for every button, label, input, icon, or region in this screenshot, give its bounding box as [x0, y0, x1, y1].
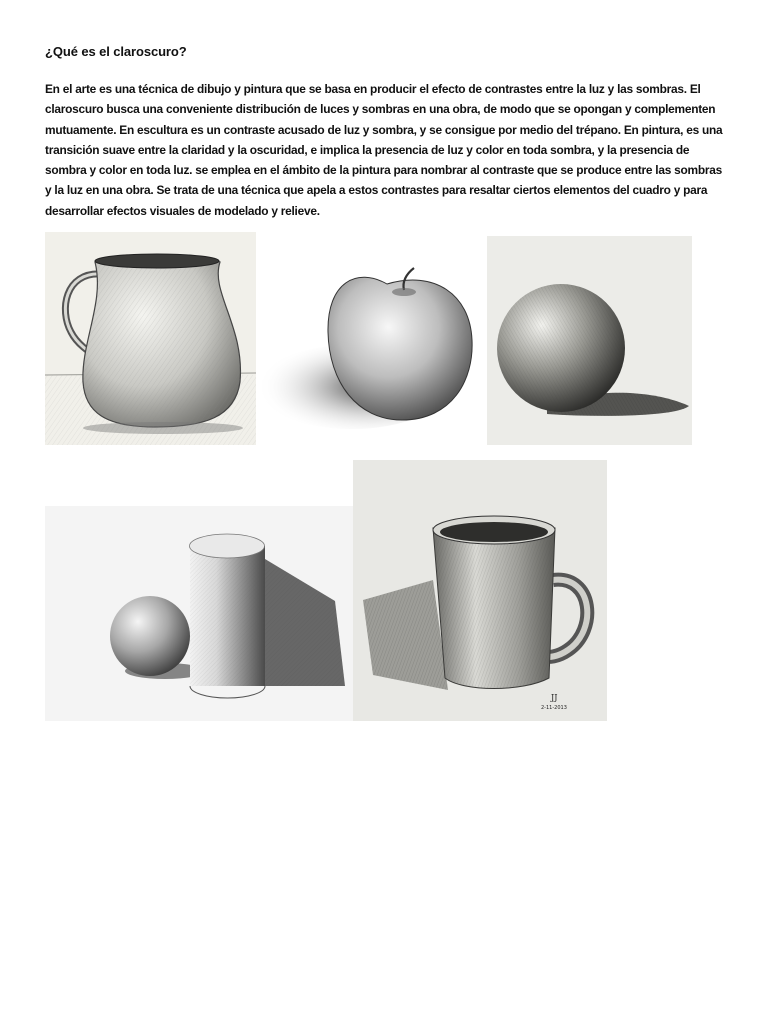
- mug-drawing: [353, 460, 607, 721]
- mug-signature: JJ: [551, 693, 558, 702]
- page-title: ¿Qué es el claroscuro?: [45, 44, 187, 59]
- sphere-drawing: [487, 236, 692, 445]
- apple-drawing: [262, 262, 482, 444]
- jug-drawing: [45, 232, 256, 445]
- mug-signature-date: 2-11-2013: [541, 705, 567, 711]
- body-paragraph: En el arte es una técnica de dibujo y pintura que se basa en producir el efecto de contrastes entre la luz y las sombras. El claroscuro busca una conveniente distribución de luces y sombras en una obra, de modo que se opongan y complementen mutuamente. En escultura es un contraste acusado de luz y sombra, y se consigue por medio del trépano. En pintura, es una transición suave entre la claridad y la oscuridad, e implica la presencia de luz y color en toda sombra, y la presencia de sombra y color en toda luz. se emplea en el ámbito de la pintura para nombrar al contraste que se produce entre las sombras y la luz en una obra. Se trata de una técnica que apela a estos contrastes para resaltar ciertos elementos del cuadro y para desarrollar efectos visuales de modelado y relieve.: [45, 82, 723, 218]
- sphere-and-cylinder-drawing: [45, 506, 355, 721]
